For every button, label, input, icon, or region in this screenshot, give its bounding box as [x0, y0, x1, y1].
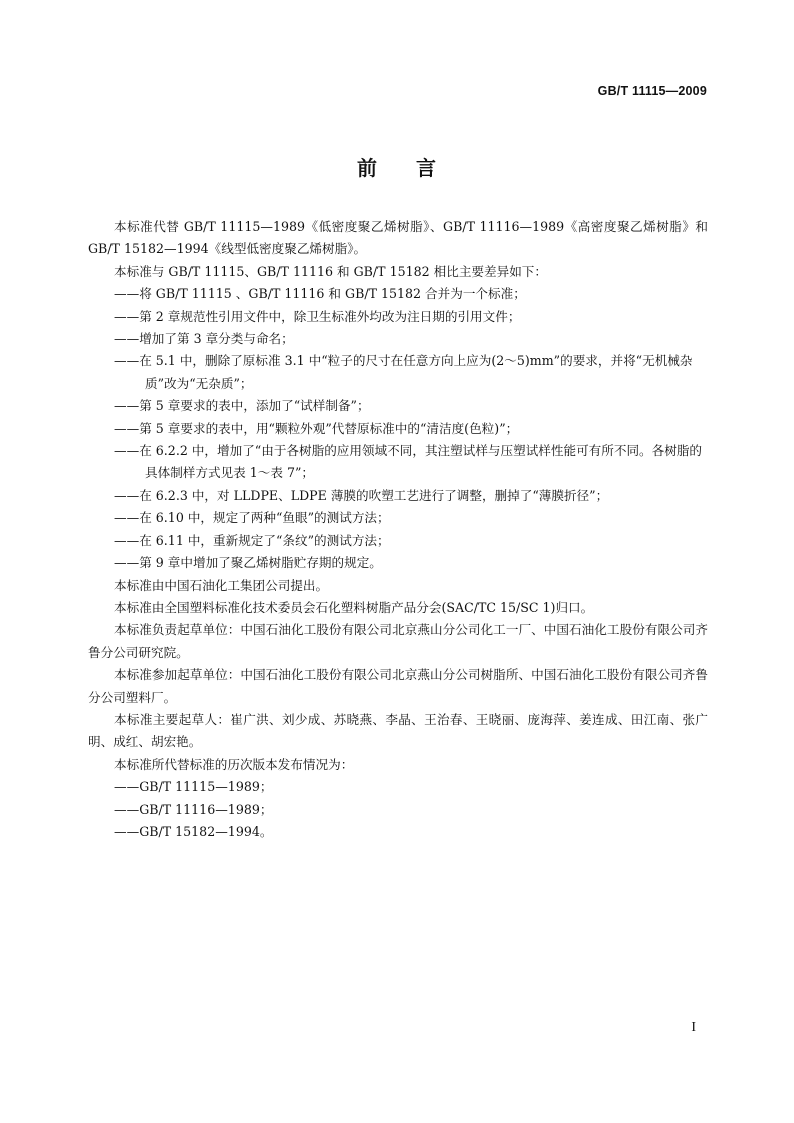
paragraph: 本标准所代替标准的历次版本发布情况为： — [114, 756, 354, 772]
page-number: I — [691, 1020, 696, 1035]
list-item: ——GB/T 15182—1994。 — [114, 823, 273, 839]
list-item: ——GB/T 11115—1989； — [114, 779, 273, 795]
paragraph: 本标准代替 GB/T 11115—1989《低密度聚乙烯树脂》、GB/T 11116—1989《高密度聚乙烯树脂》和 GB/T 15182—1994《线型低密度聚乙烯树脂》。 — [88, 219, 708, 257]
list-item: ——第 5 章要求的表中，添加了“试样制备”； — [114, 398, 370, 414]
paragraph: 本标准由全国塑料标准化技术委员会石化塑料树脂产品分会(SAC/TC 15/SC 1)归口。 — [114, 599, 594, 615]
paragraph: 本标准负责起草单位：中国石油化工股份有限公司北京燕山分公司化工一厂、中国石油化工股份有限公司齐鲁分公司研究院。 — [88, 622, 708, 660]
list-item: ——在 6.2.3 中，对 LLDPE、LDPE 薄膜的吹塑工艺进行了调整，删掉了“薄膜折径”； — [114, 487, 609, 503]
list-item: ——第 2 章规范性引用文件中，除卫生标准外均改为注日期的引用文件； — [114, 308, 521, 324]
list-item: ——在 6.11 中，重新规定了“条纹”的测试方法； — [114, 532, 390, 548]
paragraph: 本标准由中国石油化工集团公司提出。 — [114, 577, 329, 593]
standard-code: GB/T 11115—2009 — [597, 84, 707, 98]
list-item: ——在 6.10 中，规定了两种“鱼眼”的测试方法； — [114, 510, 390, 526]
paragraph: 本标准主要起草人：崔广洪、刘少成、苏晓燕、李晶、王治春、王晓丽、庞海萍、姜连成、田江南、张广明、成红、胡宏艳。 — [88, 711, 708, 750]
title-char-2: 言 — [416, 156, 437, 180]
list-item: ——第 5 章要求的表中，用“颗粒外观”代替原标准中的“清洁度(色粒)”； — [114, 420, 519, 436]
list-item: ——在 6.2.2 中，增加了“由于各树脂的应用领域不同，其注塑试样与压塑试样性能可有所不同。各树脂的具体制样方式见表 1～表 7”； — [114, 443, 703, 481]
list-item: ——在 5.1 中，删除了原标准 3.1 中“粒子的尺寸在任意方向上应为(2～5)mm”的要求，并将“无机械杂质”改为“无杂质”； — [114, 353, 693, 391]
list-item: ——第 9 章中增加了聚乙烯树脂贮存期的规定。 — [114, 555, 382, 571]
list-item: ——增加了第 3 章分类与命名； — [114, 331, 294, 347]
page-title — [0, 152, 794, 181]
paragraph: 本标准与 GB/T 11115、GB/T 11116 和 GB/T 15182 相比主要差异如下： — [114, 263, 547, 279]
title-char-1: 前 — [357, 156, 378, 180]
foreword-body — [88, 216, 708, 843]
paragraph: 本标准参加起草单位：中国石油化工股份有限公司北京燕山分公司树脂所、中国石油化工股份有限公司齐鲁分公司塑料厂。 — [88, 667, 708, 705]
list-item: ——GB/T 11116—1989； — [114, 801, 273, 817]
list-item: ——将 GB/T 11115 、GB/T 11116 和 GB/T 15182 合并为一个标准； — [114, 286, 526, 302]
